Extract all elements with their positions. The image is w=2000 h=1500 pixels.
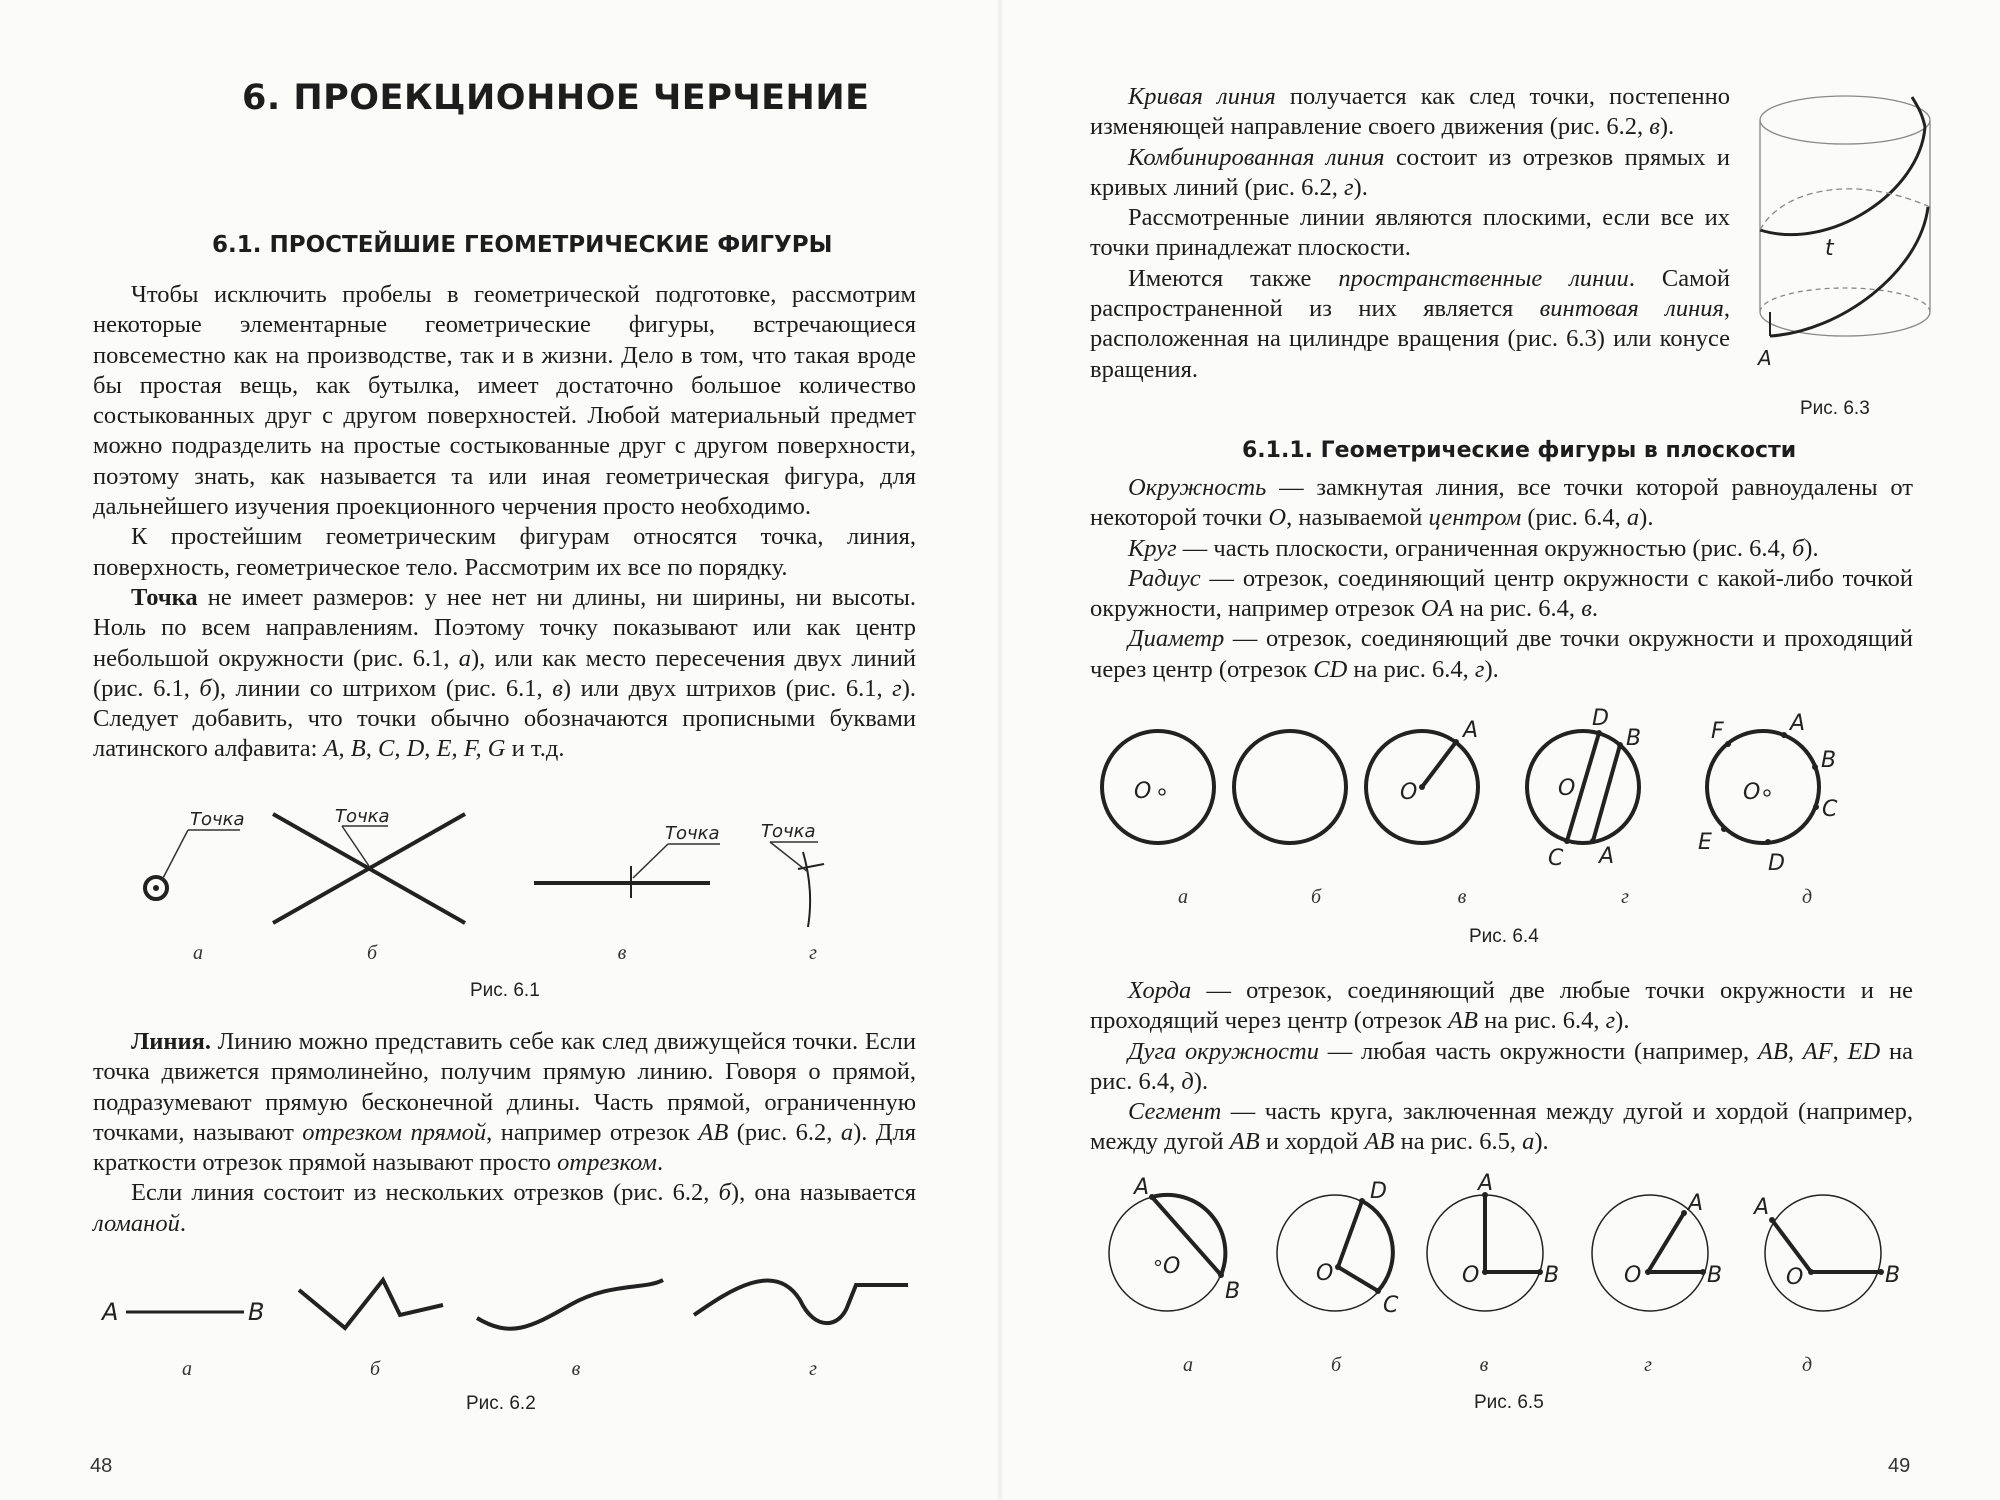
page-number-right: 49 xyxy=(1888,1455,1911,1477)
fig61-label-a: Точка xyxy=(190,809,245,830)
figure-6-2 xyxy=(100,1260,920,1340)
fig65-sublabel-a: а xyxy=(1183,1354,1193,1376)
figure-6-1 xyxy=(120,790,900,940)
latin-letters: A, B, C, D, E, F, G xyxy=(323,735,506,763)
def-disk: Круг — часть плоскости, ограниченная окружностью (рис. 6.4, б). xyxy=(1128,534,1819,562)
fig65-b-sector xyxy=(1277,1179,1399,1318)
fig65-a-segment xyxy=(1109,1175,1240,1311)
fig61-sublabel-a: а xyxy=(193,942,203,964)
fig65-e-label-b: B xyxy=(1885,1263,1901,1288)
fig61-caption: Рис. 6.1 xyxy=(470,980,540,1001)
fig65-b-label-c: C xyxy=(1383,1293,1399,1318)
fig65-b-label-d: D xyxy=(1370,1179,1387,1204)
fig62-straight-segment xyxy=(100,1298,264,1326)
fig64-caption: Рис. 6.4 xyxy=(1469,926,1539,947)
fig61-point-two-ticks xyxy=(761,821,824,927)
fig63-caption: Рис. 6.3 xyxy=(1800,398,1870,419)
fig65-d-label-o: O xyxy=(1624,1263,1642,1288)
figure-6-5 xyxy=(1100,1171,1930,1340)
fig65-sublabel-b: б xyxy=(1330,1354,1342,1376)
fig64-e-label-a: A xyxy=(1790,711,1806,736)
def-circle: Окружность — замкнутая линия, все точки которой равноудалены от некоторой точки O, называемой центром (рис. 6.4, а). xyxy=(1090,474,1913,532)
fig63-cylinder xyxy=(1760,96,1930,336)
fig65-a-label-a: A xyxy=(1134,1175,1150,1200)
fig64-e-label-f: F xyxy=(1711,719,1724,744)
intro-text-block xyxy=(93,280,916,765)
page-number-left: 48 xyxy=(90,1455,113,1477)
fig65-d-label-b: B xyxy=(1707,1263,1723,1288)
subsection-title: 6.1.1. Геометрические фигуры в плоскости xyxy=(1242,438,1797,463)
fig62-point-b: B xyxy=(248,1298,265,1326)
line-text-block xyxy=(93,1027,916,1239)
def-diameter: Диаметр — отрезок, соединяющий две точки окружности и проходящий через центр (отрезок CD на рис. 6.4, г). xyxy=(1090,625,1913,683)
fig61-label-c: Точка xyxy=(665,823,720,844)
curve-line-paragraph: Кривая линия получается как след точки, постепенно изменяющей направление своего движения (рис. 6.2, в). xyxy=(1090,83,1730,141)
fig61-sublabel-c: в xyxy=(617,942,627,964)
fig63-label-a: A xyxy=(1758,346,1772,370)
fig62-caption: Рис. 6.2 xyxy=(466,1393,536,1414)
fig65-sublabel-d: г xyxy=(1644,1354,1652,1376)
fig62-point-a: A xyxy=(102,1298,119,1326)
fig64-e-arcs xyxy=(1698,711,1838,876)
fig64-a-label-o: O xyxy=(1134,779,1152,804)
fig64-sublabel-b: б xyxy=(1310,886,1322,908)
chapter-title: 6. ПРОЕКЦИОННОЕ ЧЕРЧЕНИЕ xyxy=(242,78,870,118)
fig65-sublabel-c: в xyxy=(1479,1354,1489,1376)
fig65-d-label-a: A xyxy=(1688,1191,1704,1216)
fig62-sublabel-d: г xyxy=(809,1358,817,1380)
fig62-sublabel-c: в xyxy=(571,1358,581,1380)
fig64-d-label-b: B xyxy=(1626,726,1642,751)
fig62-polyline xyxy=(299,1280,443,1328)
fig65-a-label-o: O xyxy=(1163,1254,1181,1279)
polyline-paragraph: Если линия состоит из нескольких отрезков (рис. 6.2, б), она называется ломаной. xyxy=(93,1179,916,1237)
section-title: 6.1. ПРОСТЕЙШИЕ ГЕОМЕТРИЧЕСКИЕ ФИГУРЫ xyxy=(212,232,833,258)
combined-line-paragraph: Комбинированная линия состоит из отрезков прямых и кривых линий (рис. 6.2, г). xyxy=(1090,143,1730,201)
fig64-e-label-b: B xyxy=(1821,748,1837,773)
fig65-c-label-o: O xyxy=(1462,1263,1480,1288)
fig64-d-label-o: O xyxy=(1558,776,1576,801)
fig64-a-circle xyxy=(1102,731,1214,843)
fig63-helix xyxy=(1760,97,1930,336)
right-page xyxy=(1000,0,2000,1500)
spatial-lines-paragraph: Имеются также пространственные линии. Самой распространенной из них является винтовая линия, расположенная на цилиндре вращения (рис. 6.3) или конусе вращения. xyxy=(1090,264,1730,383)
fig62-curve xyxy=(477,1280,663,1329)
fig63-label-t: t xyxy=(1825,236,1834,261)
flat-lines-paragraph: Рассмотренные линии являются плоскими, если все их точки принадлежат плоскости. xyxy=(1090,204,1730,262)
fig64-e-label-c: C xyxy=(1822,797,1838,822)
fig64-e-label-d: D xyxy=(1768,851,1785,876)
fig64-d-label-a: A xyxy=(1599,844,1615,869)
fig65-caption: Рис. 6.5 xyxy=(1474,1392,1544,1413)
fig61-label-b: Точка xyxy=(335,806,390,827)
line-paragraph: Линия. Линию можно представить себе как след движущейся точки. Если точка движется прямолинейно, получим прямую линию. Говоря о прямой, подразумевают прямую бесконечной длины. Часть прямой, ограниченную точками, называют отрезком прямой, например отрезок AB (рис. 6.2, а). Для краткости отрезок прямой называют просто отрезком. xyxy=(93,1028,916,1177)
circle-defs-block xyxy=(1090,473,1913,685)
fig61-label-d: Точка xyxy=(761,821,816,842)
fig62-sublabel-b: б xyxy=(369,1358,381,1380)
fig65-e-label-a: A xyxy=(1754,1195,1770,1220)
fig61-point-line-tick xyxy=(534,823,720,898)
fig64-c-radius xyxy=(1366,718,1478,843)
fig64-sublabel-a: а xyxy=(1178,886,1188,908)
fig65-b-label-o: O xyxy=(1316,1261,1334,1286)
intro-paragraph-1: Чтобы исключить пробелы в геометрической подготовке, рассмотрим некоторые элементарные геометрические фигуры, встречающиеся повсеместно как на производстве, так и в жизни. Дело в том, что такая вроде бы простая вещь, как бутылка, имеет достаточно большое количество состыкованных друг с другом поверхностей. Любой материальный предмет можно подразделить на простые состыкованные друг с другом поверхности, поэтому знать, как называется та или иная геометрическая фигура, для дальнейшего изучения проекционного черчения просто необходимо. xyxy=(93,281,916,521)
fig64-sublabel-d: г xyxy=(1621,886,1629,908)
fig65-sublabel-e: д xyxy=(1801,1354,1813,1376)
fig61-point-circle xyxy=(145,809,245,899)
figure-6-4 xyxy=(1100,706,1930,885)
point-paragraph: Точка не имеет размеров: у нее нет ни длины, ни ширины, ни высоты. Ноль по всем направлениям. Поэтому точку показывают или как центр небольшой окружности (рис. 6.1, а), или как место пересечения двух линий (рис. 6.1, б), линии со штрихом (рис. 6.1, в) или двух штрихов (рис. 6.1, г). Следует добавить, что точки обычно обозначаются прописными буквами латинского алфавита: A, B, C, D, E, F, G и т.д. xyxy=(93,583,916,763)
fig65-e-label-o: O xyxy=(1786,1265,1804,1290)
fig64-b-disk xyxy=(1234,731,1346,843)
chord-defs-block xyxy=(1090,976,1913,1158)
fig61-sublabel-b: б xyxy=(366,942,378,964)
intro-paragraph-2: К простейшим геометрическим фигурам относятся точка, линия, поверхность, геометрическое тело. Рассмотрим их все по порядку. xyxy=(93,523,916,581)
figure-6-3 xyxy=(1740,82,1955,382)
fig65-c-label-b: B xyxy=(1544,1263,1560,1288)
fig64-d-label-c: C xyxy=(1548,846,1564,871)
fig64-d-label-d: D xyxy=(1592,706,1609,731)
term-point: Точка xyxy=(131,583,198,611)
fig61-point-intersection xyxy=(273,806,465,923)
fig64-e-label-o: O xyxy=(1743,780,1761,805)
fig64-d-diameter-chord xyxy=(1527,706,1641,871)
fig65-d-acute-angle xyxy=(1592,1191,1722,1311)
fig65-c-right-angle xyxy=(1427,1171,1559,1311)
fig64-c-label-a: A xyxy=(1463,718,1479,743)
fig64-sublabel-c: в xyxy=(1457,886,1467,908)
def-arc: Дуга окружности — любая часть окружности (например, AB, AF, ED на рис. 6.4, д). xyxy=(1090,1037,1913,1095)
fig62-sublabel-a: а xyxy=(182,1358,192,1380)
def-segment: Сегмент — часть круга, заключенная между дугой и хордой (например, между дугой AB и хордой AB на рис. 6.5, а). xyxy=(1090,1098,1913,1156)
fig65-c-label-a: A xyxy=(1478,1171,1494,1196)
fig64-e-label-e: E xyxy=(1698,830,1712,855)
lines-text-block xyxy=(1090,82,1730,385)
def-radius: Радиус — отрезок, соединяющий центр окружности с какой-либо точкой окружности, например отрезок OA на рис. 6.4, в. xyxy=(1090,564,1913,623)
fig64-sublabel-e: д xyxy=(1801,886,1813,908)
fig64-c-label-o: O xyxy=(1400,780,1418,805)
fig61-sublabel-d: г xyxy=(809,942,817,964)
fig65-e-obtuse-angle xyxy=(1752,1195,1900,1311)
def-chord: Хорда — отрезок, соединяющий две любые точки окружности и не проходящий через центр (отрезок AB на рис. 6.4, г). xyxy=(1090,977,1913,1035)
fig62-combined-line xyxy=(694,1281,908,1324)
term-line: Линия. xyxy=(131,1028,211,1055)
fig65-a-label-b: B xyxy=(1225,1279,1241,1304)
